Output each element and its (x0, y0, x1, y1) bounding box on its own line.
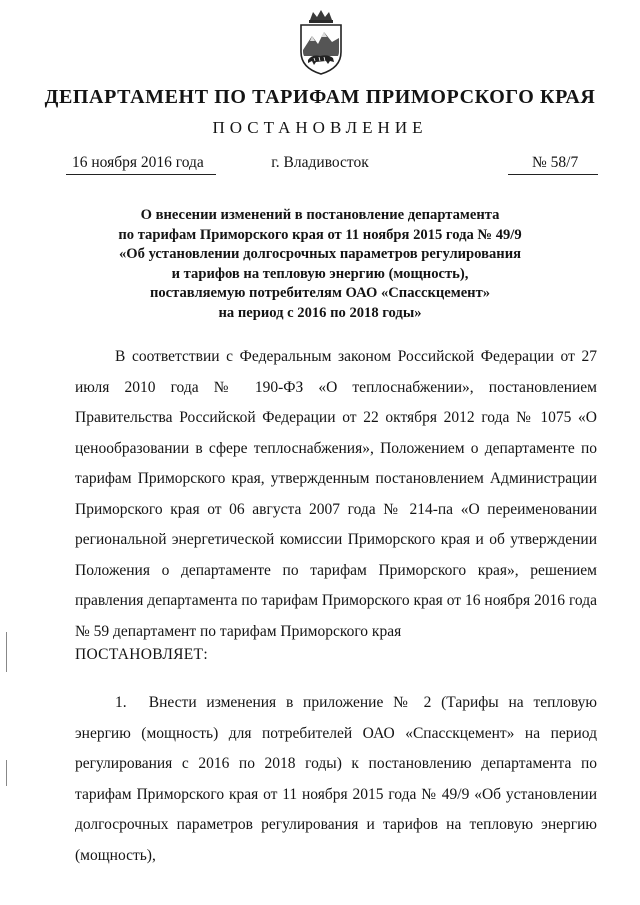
document-type: ПОСТАНОВЛЕНИЕ (212, 118, 428, 137)
legal-basis-paragraph: В соответствии с Федеральным законом Российской Федерации от 27 июля 2010 года № 190-ФЗ «О теплоснабжении», постановлением Правительства Российской Федерации от 22 октября 2012 года № 1075 «О ценообразовании в сфере теплоснабжения», Положением о департаменте по тарифам Приморского края, утвержденным постановлением Администрации Приморского края от 06 августа 2007 года № 214-па «О переименовании региональной энергетической комиссии Приморского края и об утверждении Положения о департаменте по тарифам Приморского края», решением правления департамента по тарифам Приморского края от 16 ноября 2016 года № 59 департамент по тарифам Приморского края (75, 348, 597, 640)
document-subject (60, 206, 580, 323)
item-1-text: Внести изменения в приложение № 2 (Тарифы на тепловую энергию (мощность) для потребителей ОАО «Спасскцемент» на период регулирования с 2016 по 2018 годы) к постановлению департамента по тарифам Приморского края от 11 ноября 2015 года № 49/9 «Об установлении долгосрочных параметров регулирования и тарифов на тепловую энергию (мощность), (75, 694, 597, 864)
subject-line: «Об установлении долгосрочных параметров регулирования (118, 246, 521, 262)
scan-margin-mark (6, 760, 7, 786)
subject-line: на период с 2016 по 2018 годы» (218, 304, 422, 321)
department-title: ДЕПАРТАМЕНТ ПО ТАРИФАМ ПРИМОРСКОГО КРАЯ (44, 86, 596, 108)
subject-line: О внесении изменений в постановление департамента (140, 207, 500, 223)
emblem-svg (296, 8, 346, 76)
scan-margin-mark (6, 632, 7, 672)
subject-line: поставляемую потребителям ОАО «Спасскцемент» (149, 285, 491, 301)
document-number: № 58/7 (532, 154, 579, 171)
resolves-heading: ПОСТАНОВЛЯЕТ: (75, 646, 208, 663)
document-date: 16 ноября 2016 года (72, 154, 204, 171)
subject-line: по тарифам Приморского края от 11 ноября 2015 года № 49/9 (118, 226, 522, 243)
subject-line: и тарифов на тепловую энергию (мощность), (171, 265, 469, 282)
coat-of-arms-icon (296, 8, 346, 76)
number-underline (508, 174, 598, 175)
document-city: г. Владивосток (271, 154, 369, 171)
item-1-paragraph (75, 688, 597, 871)
item-1-number: 1. (115, 694, 127, 711)
date-underline (66, 174, 216, 175)
